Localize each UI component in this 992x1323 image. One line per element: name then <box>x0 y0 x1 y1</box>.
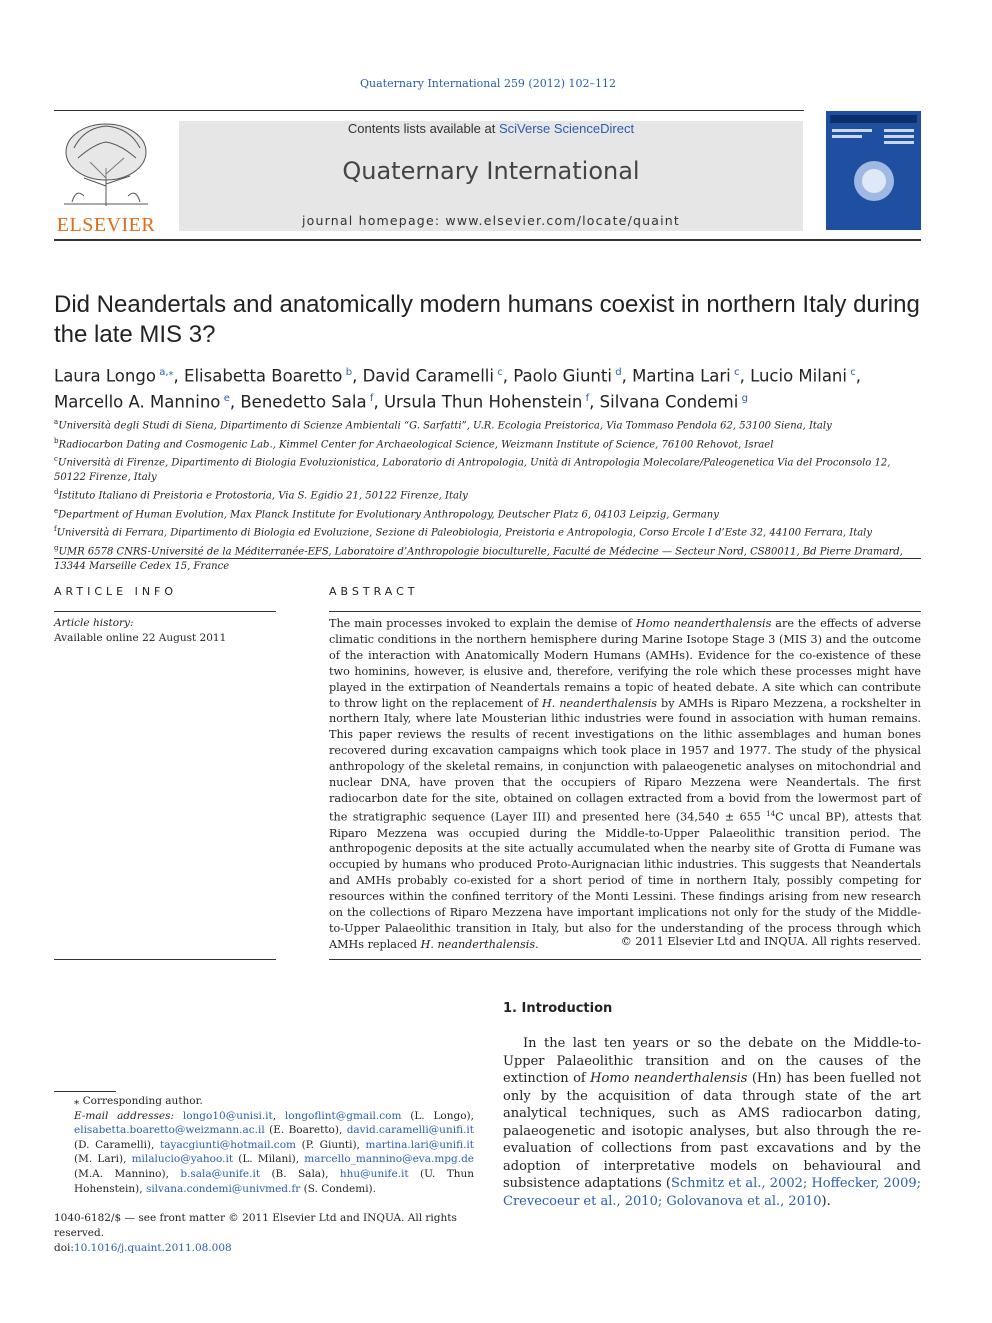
doi-line: doi:10.1016/j.quaint.2011.08.008 <box>54 1242 232 1254</box>
introduction-heading: 1. Introduction <box>503 1001 613 1016</box>
cover-text <box>832 135 862 138</box>
author-affiliation-marker[interactable]: c <box>497 367 503 378</box>
affiliation-item <box>54 452 924 485</box>
sciencedirect-link[interactable]: SciVerse ScienceDirect <box>498 121 635 136</box>
affiliation-key: g <box>54 544 59 553</box>
cover-text <box>884 141 914 144</box>
author-affiliation-marker[interactable]: f <box>369 392 374 404</box>
affiliation-list <box>54 415 924 574</box>
author-list: Laura Longo $^{a,⁎}$, Elisabetta Boaretto $^b$, David Caramelli $^c$, Paolo Giunti $^d$, Martina Lari $^c$, Lucio Milani $^c$, Marcello A. Mannino $^e$, Benedetto Sala $^f$, Ursula Thun Hohenstein $^f$, Silvana Condemi $^g$ <box>54 366 862 411</box>
author-name[interactable]: Benedetto Sala <box>240 392 367 411</box>
cover-emblem-center <box>862 169 886 193</box>
affiliation-rule <box>54 558 921 559</box>
cover-text <box>832 129 872 132</box>
corresponding-author-note: ⁎ Corresponding author. <box>74 1095 203 1107</box>
abstract-copyright: © 2011 Elsevier Ltd and INQUA. All rights reserved. <box>620 935 921 948</box>
email-link[interactable]: hhu@unife.it <box>339 1167 409 1180</box>
author-affiliation-marker[interactable]: f <box>585 392 590 404</box>
affiliation-text: Università di Firenze, Dipartimento di Biologia Evoluzionistica, Laboratorio di Antropologia, Unità di Antropologia Molecolare/Paleogenetica Via del Proconsolo 12, 50122 Firenze, Italy <box>54 457 891 483</box>
author-affiliation-marker[interactable]: d <box>615 367 622 378</box>
affiliation-text: Università degli Studi di Siena, Dipartimento di Scienze Ambientali “G. Sarfatti”, U.R. Ecologia Preistorica, Via Tommaso Pendola 62, 53100 Siena, Italy <box>58 420 832 432</box>
email-link[interactable]: longoflint@gmail.com <box>284 1109 402 1122</box>
author-affiliation-marker[interactable]: c <box>734 367 740 378</box>
abstract-heading: ABSTRACT <box>329 585 419 598</box>
email-link[interactable]: b.sala@unife.it <box>180 1167 261 1180</box>
author-name[interactable]: Paolo Giunti <box>513 366 612 386</box>
author-name[interactable]: Martina Lari <box>632 366 731 386</box>
abstract-text: The main processes invoked to explain the demise of Homo neanderthalensis are the effects of adverse climatic conditions in the northern hemisphere during Marine Isotope Stage 3 (MIS 3) and the outcome of the interaction with Anatomically Modern Humans (AMHs). Evidence for the co-existence of these two hominins, however, is elusive and, therefore, verifying the role which these processes might have played in the extirpation of Neandertals remains a topic of heated debate. A site which can contribute to throw light on the replacement of H. neanderthalensis by AMHs is Riparo Mezzena, a rockshelter in northern Italy, where late Mousterian lithic industries were found in association with human remains. This paper reviews the results of recent investigations on the lithic assemblages and human bones recovered during excavation campaigns which took place in 1957 and 1977. The study of the physical anthropology of the skeletal remains, in conjunction with palaeogenetic analyses on mitochondrial and nuclear DNA, have proven that the occupiers of Riparo Mezzena were Neandertals. The first radiocarbon date for the site, obtained on collagen extracted from a bovid from the lowermost part of the stratigraphic sequence (Layer III) and presented here (34,540 ± 655 $^{14}$C uncal BP), attests that Riparo Mezzena was occupied during the Middle-to-Upper Palaeolithic transition period. The anthropogenic deposits at the site actually accumulated when the nearby site of Grotta di Fumane was occupied by humans who produced Proto-Aurignacian lithic industries. This suggests that Neandertals and AMHs probably co-existed for a short period of time in northern Italy, possibly competing for resources within the confined territory of the Monti Lessini. These findings arising from new research on the collections of Riparo Mezzena have important implications not only for the study of the Middle-to-Upper Palaeolithic transition in Italy, but also for the understanding of the process through which AMHs replaced H. neanderthalensis. <box>329 617 922 951</box>
author-name[interactable]: Elisabetta Boaretto <box>184 366 343 386</box>
footnotes <box>54 1094 474 1196</box>
contents-prefix: Contents lists available at <box>347 121 499 136</box>
article-info-heading: ARTICLE INFO <box>54 585 178 598</box>
affiliation-item <box>54 434 924 453</box>
affiliation-key: d <box>54 488 59 497</box>
email-link[interactable]: martina.lari@unifi.it <box>365 1138 475 1151</box>
cover-band <box>830 115 917 123</box>
affiliation-item <box>54 485 924 504</box>
affiliation-text: UMR 6578 CNRS-Université de la Méditerranée-EFS, Laboratoire d’Anthropologie bioculturelle, Faculté de Médecine — Secteur Nord, CS80011, Bd Pierre Dramard, 13344 Marseille Cedex 15, France <box>54 546 903 572</box>
email-label: E-mail addresses: <box>74 1109 175 1122</box>
affiliation-item <box>54 415 924 434</box>
affiliation-key: c <box>54 455 58 464</box>
article-history <box>54 616 226 646</box>
doi-link[interactable]: 10.1016/j.quaint.2011.08.008 <box>73 1242 232 1254</box>
cover-text <box>884 135 914 138</box>
affiliation-text: Radiocarbon Dating and Cosmogenic Lab., Kimmel Center for Archaeological Science, Weizmann Institute of Science, 76100 Rehovot, Israel <box>58 438 774 450</box>
abstract-end-rule <box>329 959 921 960</box>
introduction-text: In the last ten years or so the debate on the Middle-to-Upper Palaeolithic transition and on the causes of the extinction of Homo neanderthalensis (Hn) has been fuelled not only by the acquisition of data through state of the art analytical techniques, such as AMS radiocarbon dating, palaeogenetic and isotopic analyses, but also through the re-evaluation of collections from past excavations and by the adoption of interpretative models on behavioural and subsistence adaptations (Schmitz et al., 2002; Hoffecker, 2009; Crevecoeur et al., 2010; Golovanova et al., 2010). <box>503 1036 921 1209</box>
homepage-url[interactable]: www.elsevier.com/locate/quaint <box>445 213 680 228</box>
author-affiliation-marker[interactable]: a,⁎ <box>159 367 174 378</box>
history-label: Article history: <box>54 617 134 629</box>
citation-links[interactable]: Schmitz et al., 2002; Hoffecker, 2009; Crevecoeur et al., 2010; Golovanova et al., 2010 <box>503 1176 921 1209</box>
journal-cover-thumbnail[interactable] <box>826 111 921 230</box>
author-affiliation-marker[interactable]: c <box>850 367 856 378</box>
author-name[interactable]: Lucio Milani <box>750 366 847 386</box>
email-link[interactable]: longo10@unisi.it <box>182 1109 273 1122</box>
homepage-prefix: journal homepage: <box>301 213 446 228</box>
author-affiliation-marker[interactable]: e <box>223 392 230 404</box>
affiliation-key: b <box>54 436 59 445</box>
journal-name: Quaternary International <box>342 157 640 185</box>
header-rule <box>54 110 804 111</box>
author-name[interactable]: Marcello A. Mannino <box>54 392 221 411</box>
homepage-line <box>179 213 803 228</box>
affiliation-text: Department of Human Evolution, Max Planck Institute for Evolutionary Anthropology, Deutscher Platz 6, 04103 Leipzig, Germany <box>58 509 719 521</box>
affiliation-item <box>54 522 924 541</box>
author-name[interactable]: Laura Longo <box>54 366 156 386</box>
legal-block <box>54 1211 504 1256</box>
article-info-rule <box>54 611 276 612</box>
issn-line: 1040-6182/$ — see front matter © 2011 Elsevier Ltd and INQUA. All rights reserved. <box>54 1212 457 1239</box>
author-affiliation-marker[interactable]: g <box>741 392 748 404</box>
affiliation-item <box>54 504 924 523</box>
article-title: Did Neandertals and anatomically modern humans coexist in northern Italy during the late MIS 3? <box>54 291 920 348</box>
publisher-wordmark: ELSEVIER <box>56 214 156 236</box>
article-info-end-rule <box>54 959 276 960</box>
abstract-rule <box>329 611 921 612</box>
affiliation-key: e <box>54 506 59 515</box>
elsevier-tree-icon <box>54 118 158 210</box>
cover-text <box>884 129 914 132</box>
affiliation-key: a <box>54 418 59 426</box>
email-link[interactable]: marcello_mannino@eva.mpg.de <box>304 1153 474 1166</box>
email-link[interactable]: silvana.condemi@univmed.fr <box>145 1182 301 1195</box>
contents-line <box>179 121 803 136</box>
publisher-logo[interactable] <box>54 118 158 234</box>
author-affiliation-marker[interactable]: b <box>345 367 353 378</box>
history-value: Available online 22 August 2011 <box>54 632 227 644</box>
affiliation-text: Università di Ferrara, Dipartimento di Biologia ed Evoluzione, Sezione di Paleobiologia, Preistoria e Antropologia, Corso Ercole I d’Este 32, 44100 Ferrara, Italy <box>56 527 873 539</box>
author-name[interactable]: David Caramelli <box>362 366 494 386</box>
journal-citation[interactable]: Quaternary International 259 (2012) 102–112 <box>360 77 616 90</box>
affiliation-text: Istituto Italiano di Preistoria e Protostoria, Via S. Egidio 21, 50122 Firenze, Italy <box>58 490 468 502</box>
email-link[interactable]: tayacgiunti@hotmail.com <box>160 1138 296 1151</box>
journal-banner <box>179 121 803 231</box>
affiliation-key: f <box>54 525 57 534</box>
footnote-rule <box>54 1091 116 1092</box>
header-bottom-rule <box>54 239 921 241</box>
author-name[interactable]: Silvana Condemi <box>599 392 739 411</box>
email-link[interactable]: milalucio@yahoo.it <box>131 1153 234 1166</box>
email-link[interactable]: david.caramelli@unifi.it <box>346 1124 474 1137</box>
email-addresses: E-mail addresses: longo10@unisi.it, longoflint@gmail.com (L. Longo), elisabetta.boaretto@weizmann.ac.il (E. Boaretto), david.caramelli@unifi.it (D. Caramelli), tayacgiunti@hotmail.com (P. Giunti), martina.lari@unifi.it (M. Lari), milalucio@yahoo.it (L. Milani), marcello_mannino@eva.mpg.de (M.A. Mannino), b.sala@unife.it (B. Sala), hhu@unife.it (U. Thun Hohenstein), silvana.condemi@univmed.fr (S. Condemi). <box>74 1109 475 1195</box>
author-name[interactable]: Ursula Thun Hohenstein <box>383 392 583 411</box>
email-link[interactable]: elisabetta.boaretto@weizmann.ac.il <box>74 1124 265 1137</box>
